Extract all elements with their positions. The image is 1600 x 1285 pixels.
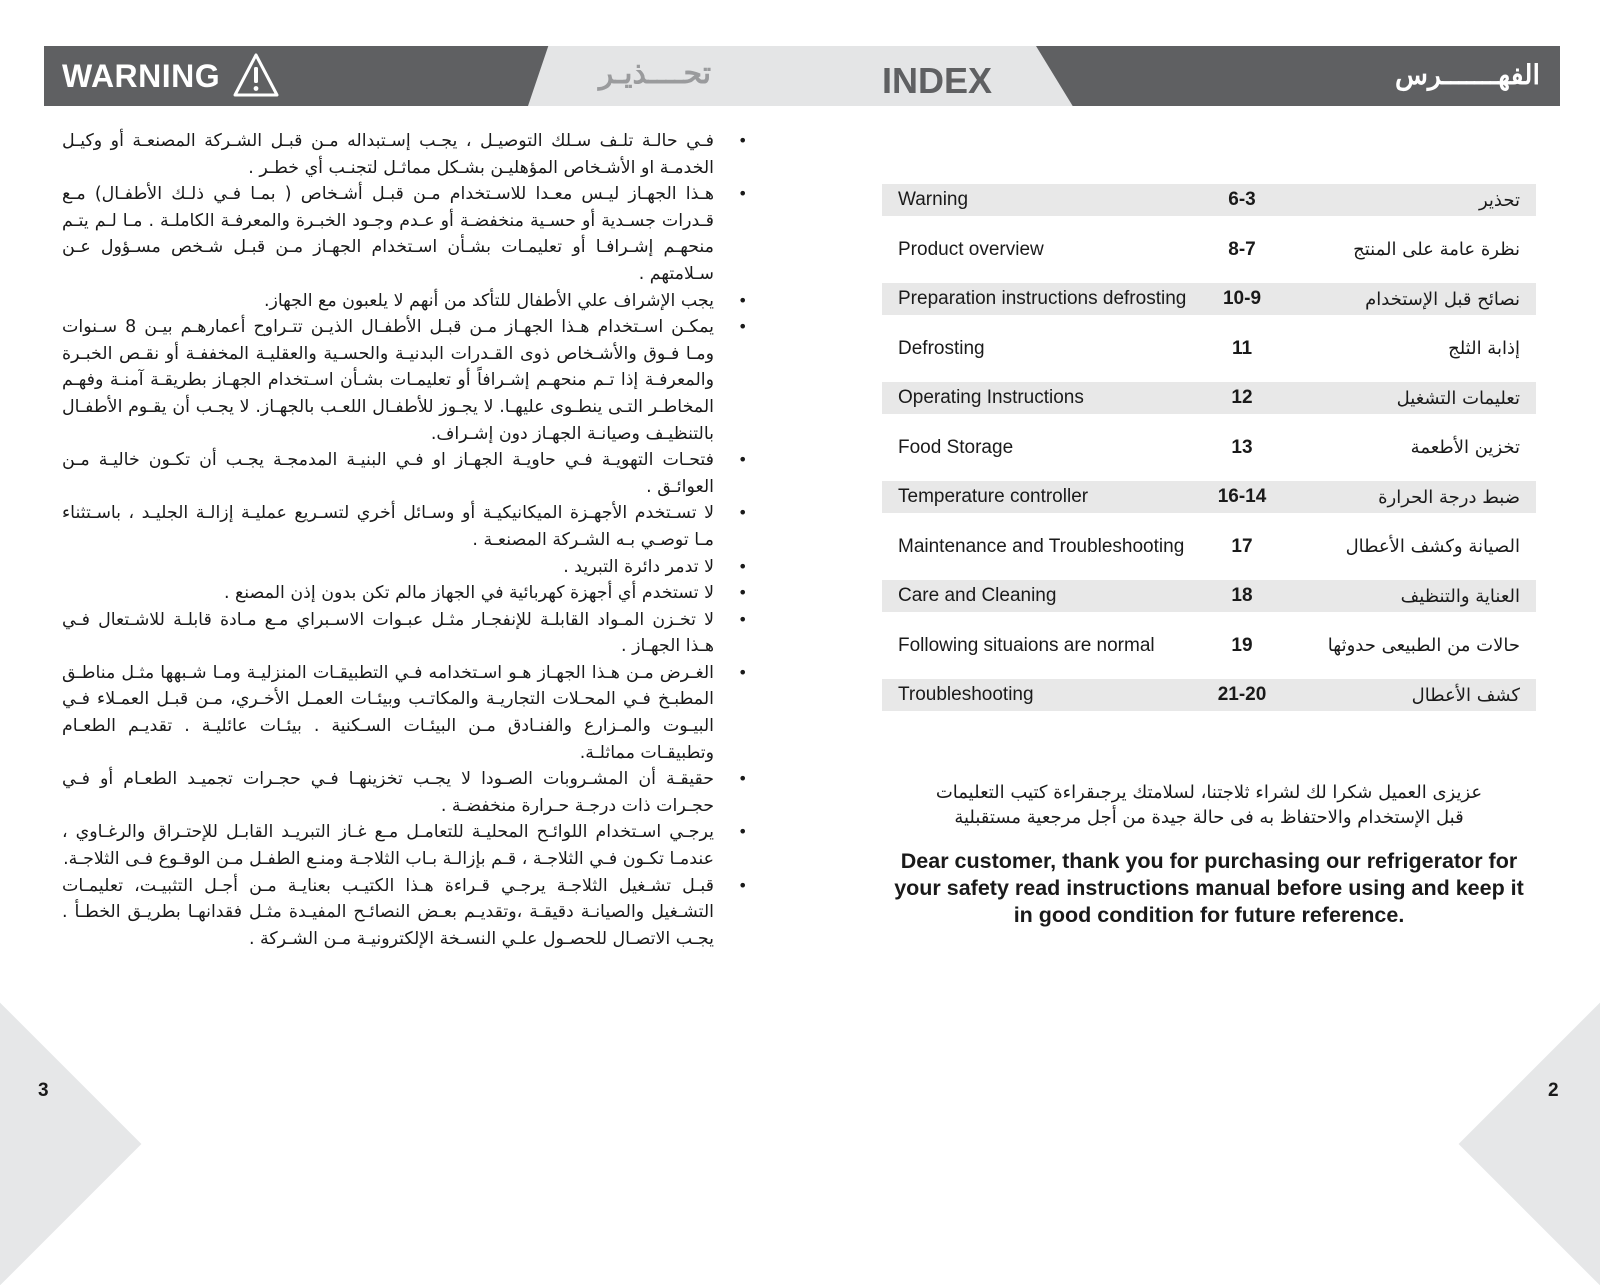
index-entry-ar: تحذير bbox=[1478, 189, 1520, 211]
index-entry-en: Food Storage bbox=[898, 436, 1014, 458]
warning-title: WARNING bbox=[62, 58, 221, 94]
index-entry-ar: تعليمات التشغيل bbox=[1396, 387, 1520, 409]
index-entry-page: 12 bbox=[1231, 387, 1253, 408]
index-entry-ar: ضبط درجة الحرارة bbox=[1378, 486, 1520, 508]
index-entry-ar: نصائح قبل الإستخدام bbox=[1365, 288, 1520, 310]
index-row bbox=[882, 225, 1536, 275]
index-entry-page: 18 bbox=[1231, 585, 1253, 606]
index-entry-en: Temperature controller bbox=[898, 486, 1089, 507]
index-entry-en: Care and Cleaning bbox=[898, 585, 1057, 606]
index-entry-page: 13 bbox=[1231, 436, 1253, 458]
customer-note-ar-line: قبل الإستخدام والاحتفاظ به فى حالة جيدة من أجل مرجعية مستقبلية bbox=[954, 807, 1464, 828]
index-entry-ar: إذابة الثلج bbox=[1448, 338, 1520, 359]
index-entry-page: 6-3 bbox=[1228, 189, 1256, 210]
customer-note-ar bbox=[882, 780, 1536, 830]
warning-item: لا تدمر دائرة التبريد . • bbox=[62, 554, 714, 581]
corner-decoration bbox=[0, 1003, 141, 1285]
warning-item: فـي حالـة تلـف سـلك التوصيـل ، يجـب إسـتبداله مـن قبـل الشـركة المصنعـة أو وكيـل الخدمـة او الأشـخاص المؤهليـن بشـكل مماثـل لتجنـب أي خطـر . • bbox=[62, 128, 714, 181]
index-entry-en: Operating Instructions bbox=[898, 387, 1084, 408]
corner-decoration bbox=[1459, 1003, 1600, 1285]
warning-triangle-icon bbox=[232, 52, 280, 98]
index-row bbox=[882, 283, 1536, 315]
warning-item: يمكـن اسـتخدام هـذا الجهـاز مـن قبـل الأطفـال الذيـن تتـراوح أعمارهـم بيـن 8 سـنوات ومـا فـوق والأشـخاص ذوى القـدرات البدنيـة والحسـية والعقليـة المخففـة أو نقـص الخبـرة والمعرفـة إذا تـم منحهـم إشـرافاً أو تعليمـات بشـأن اسـتخدام الجهـاز بطريقـة آمنـة وفهـم المخاطـر التـى ينطـوى عليهـا. لا يجـوز للأطفـال اللعـب بالجهـاز. لا يجـب أن يقـوم الأطفـال بالتنظيـف وصيانـة الجهـاز دون إشـراف. • bbox=[62, 314, 714, 447]
index-entry-en: Troubleshooting bbox=[898, 684, 1034, 705]
index-title: INDEX bbox=[882, 60, 993, 101]
customer-note-en: Dear customer, thank you for purchasing our refrigerator for your safety read instructions manual before using and keep it in good condition for future reference. bbox=[894, 849, 1524, 927]
page-number-right: 2 bbox=[1548, 1080, 1559, 1101]
index-row bbox=[882, 184, 1536, 216]
warning-item: لا تسـتخدم الأجهـزة الميكانيكيـة أو وسـائل أخري لتسـريع عمليـة إزالـة الجليـد ، باسـتثناء مـا توصـي بـه الشـركة المصنعـة . • bbox=[62, 500, 714, 553]
index-entry-ar: حالات من الطبيعى حدوثها bbox=[1327, 635, 1520, 656]
warning-item: يرجـي اسـتخدام اللوائـح المحليـة للتعامـل مـع غـاز التبريـد القابـل للإحتـراق والرغـاوي ، عندمـا تكـون فـي الثلاجـة ، قـم بإزالـة بـاب الثلاجـة ومنـع الطفـل مـن الوقـوع فـى الثلاجـة. • bbox=[62, 819, 714, 872]
warning-item: الغـرض مـن هـذا الجهـاز هـو اسـتخدامه فـي التطبيقـات المنزليـة ومـا شـبهها مثـل مناطـق المطبـخ فـي المحـلات التجاريـة والمكاتـب وبيئـات العمـل الأخـري، مـن قبـل العمـلاء فـي البيـوت والمـزارع والفنـادق مـن البيئـات السـكنية . بيئـات عائليـة . تقديـم الطعـام وتطبيقـات مماثلـة. • bbox=[62, 660, 714, 766]
index-row bbox=[882, 679, 1536, 711]
index-entry-page: 21-20 bbox=[1217, 684, 1267, 705]
index-entry-page: 11 bbox=[1231, 337, 1253, 359]
index-entry-ar: كشف الأعطال bbox=[1411, 684, 1520, 706]
index-entry-page: 17 bbox=[1231, 535, 1253, 557]
index-table bbox=[882, 184, 1536, 720]
index-entry-page: 19 bbox=[1231, 634, 1253, 656]
warning-item: لا تستخدم أي أجهزة كهربائية في الجهاز مالم تكن بدون إذن المصنع . • bbox=[62, 580, 714, 607]
index-row bbox=[882, 382, 1536, 414]
index-entry-page: 10-9 bbox=[1222, 288, 1262, 309]
index-row bbox=[882, 481, 1536, 513]
warning-item: يجب الإشراف علي الأطفال للتأكد من أنهم لا يلعبون مع الجهاز. • bbox=[62, 288, 714, 315]
page-number-left: 3 bbox=[38, 1080, 49, 1101]
warnings-list bbox=[62, 128, 714, 952]
index-row bbox=[882, 324, 1536, 374]
index-row bbox=[882, 580, 1536, 612]
index-entry-ar: تخزين الأطعمة bbox=[1410, 437, 1520, 458]
index-entry-en: Following situaions are normal bbox=[898, 634, 1155, 656]
index-entry-en: Maintenance and Troubleshooting bbox=[898, 535, 1185, 557]
index-entry-ar: نظرة عامة على المنتج bbox=[1353, 239, 1520, 260]
customer-note-ar-line: عزيزى العميل شكرا لك لشراء ثلاجتنا، لسلامتك يرجىقراءة كتيب التعليمات bbox=[935, 782, 1483, 803]
warning-ar-title: تحــــذيـر bbox=[598, 57, 712, 90]
index-entry-page: 8-7 bbox=[1228, 238, 1256, 260]
index-ar-title: الفهـــــــرس bbox=[1394, 60, 1540, 90]
warning-item: لا تخـزن المـواد القابلـة للإنفجـار مثـل عبـوات الاسـبراي مـع مـادة قابلـة للاشـتعال فـي هـذا الجهـاز . • bbox=[62, 607, 714, 660]
index-row bbox=[882, 522, 1536, 572]
warning-item: فتحـات التهويـة فـي حاويـة الجهـاز او فـي البنيـة المدمجـة يجـب أن تكـون خاليـة مـن العوائـق . • bbox=[62, 447, 714, 500]
warning-item: هـذا الجهـاز ليـس معـدا للاسـتخدام مـن قبـل أشـخاص ( بمـا فـي ذلـك الأطفـال) مـع قـدرات جسـدية أو حسـية منخفضـة أو عـدم وجـود الخبـرة والمعرفـة الكاملـة . مـا لـم يتـم منحهـم إشـرافـا أو تعليمـات بشـأن اسـتخدام الجهـاز مـن قبـل شـخص مسـؤول عـن سـلامتهم . • bbox=[62, 181, 714, 287]
index-entry-ar: العناية والتنظيف bbox=[1400, 585, 1520, 607]
index-entry-ar: الصيانة وكشف الأعطال bbox=[1345, 536, 1520, 557]
index-entry-en: Defrosting bbox=[898, 337, 985, 359]
index-entry-en: Preparation instructions defrosting bbox=[898, 288, 1187, 309]
index-row bbox=[882, 621, 1536, 671]
warning-item: حقيقـة أن المشـروبات الصـودا لا يجـب تخزينهـا فـي حجـرات تجميـد الطعـام أو فـي حجـرات ذات درجـة حـرارة منخفضـة . • bbox=[62, 766, 714, 819]
index-entry-en: Product overview bbox=[898, 238, 1044, 260]
index-row bbox=[882, 423, 1536, 473]
index-entry-en: Warning bbox=[898, 189, 969, 210]
warning-item: قبـل تشـغيل الثلاجـة يرجـي قـراءة هـذا الكتيـب بعنايـة مـن أجـل التثبيـت، تعليمـات التشـغيل والصيانـة دقيقـة ،وتقديـم بعـض النصائـح المفيـدة مثـل فقدانهـا بطريـق الخطـأ . يجـب الاتصـال للحصـول علـي النسـخة الإلكترونيـة مـن الشـركة . • bbox=[62, 873, 714, 953]
index-entry-page: 16-14 bbox=[1217, 486, 1267, 507]
